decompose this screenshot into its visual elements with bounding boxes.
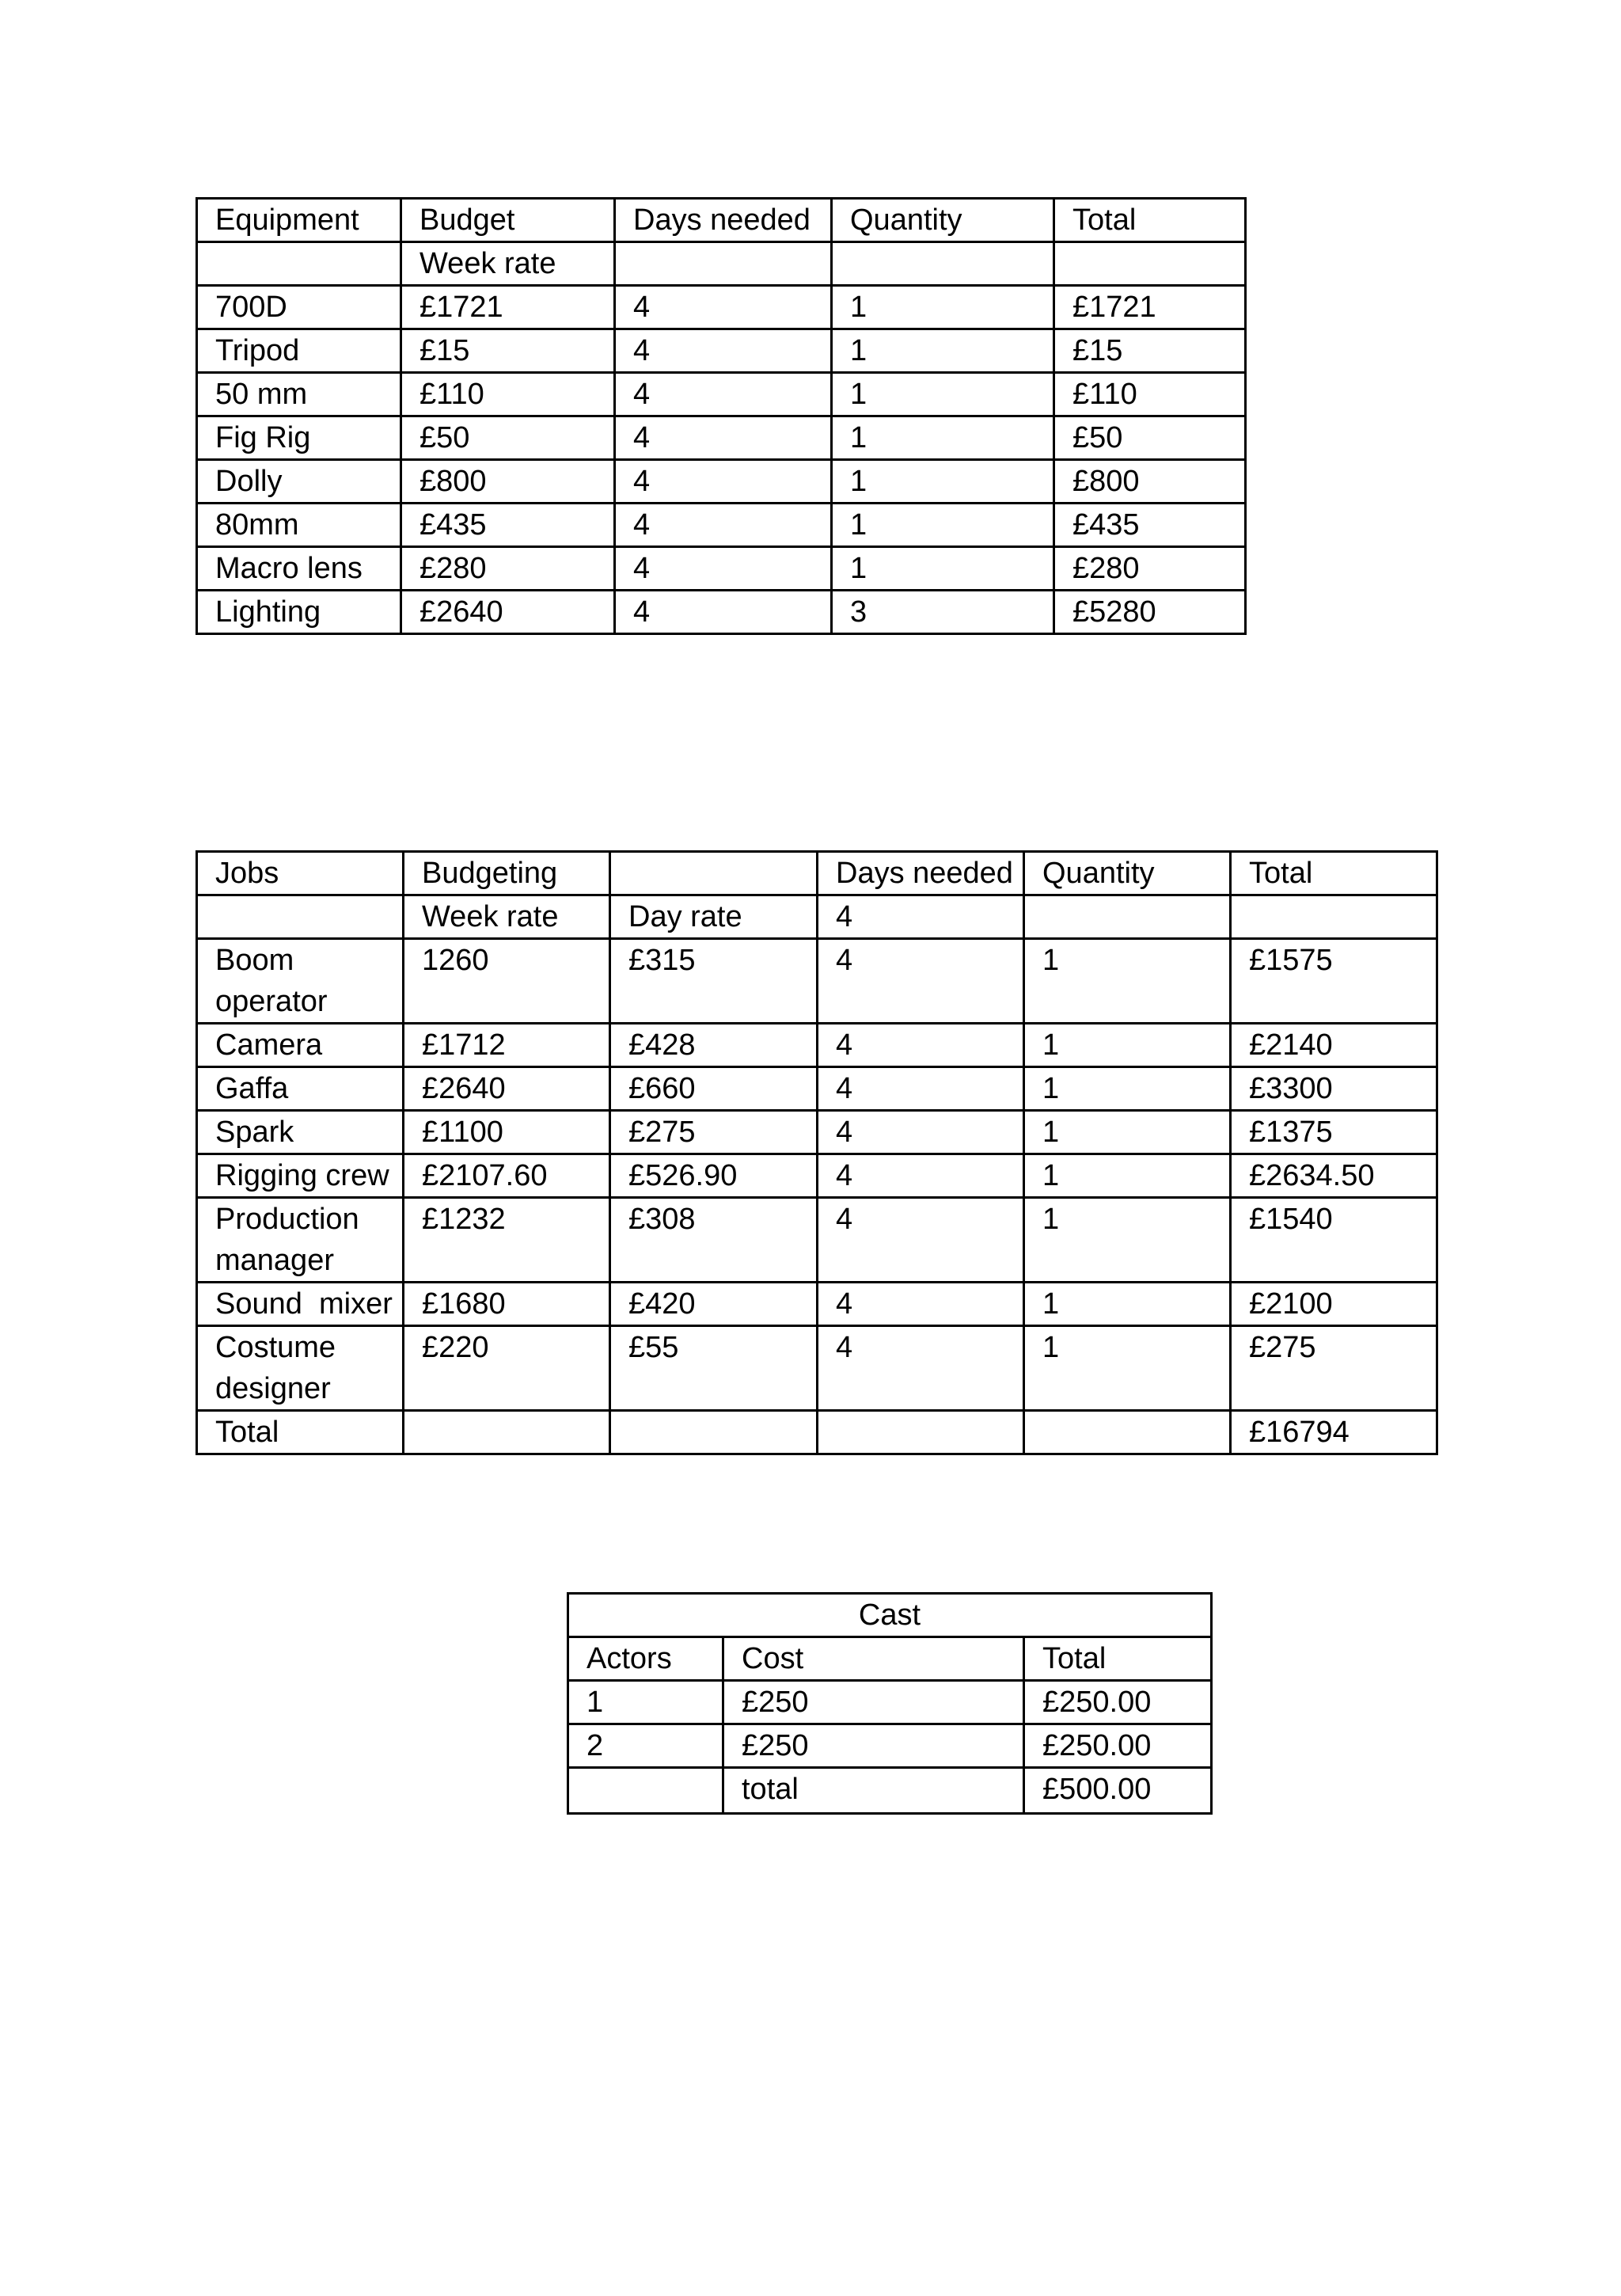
table-row: [197, 373, 1246, 416]
jobs-subheader-row: [197, 895, 1437, 939]
table-cell: 1: [832, 504, 1054, 547]
table-cell: £275: [610, 1111, 818, 1154]
table-row: [197, 1067, 1437, 1111]
jobs-header-row: [197, 852, 1437, 895]
table-cell: Week rate: [401, 242, 615, 286]
table-cell: £250: [723, 1681, 1024, 1724]
table-cell: 4: [615, 286, 832, 329]
cast-table: [567, 1592, 1213, 1815]
cast-total-row: [568, 1768, 1212, 1814]
table-cell: 4: [818, 1283, 1024, 1326]
jobs-total-row: [197, 1411, 1437, 1454]
table-cell: 1: [832, 286, 1054, 329]
cast-header-row: [568, 1637, 1212, 1681]
table-cell: 4: [615, 329, 832, 373]
table-cell: 4: [615, 460, 832, 504]
table-cell: 1: [1024, 1326, 1231, 1411]
table-cell: £308: [610, 1198, 818, 1283]
table-cell: Macro lens: [197, 547, 401, 591]
table-cell: 4: [818, 1067, 1024, 1111]
table-row: [197, 1154, 1437, 1198]
table-header-cell: Actors: [568, 1637, 723, 1681]
equipment-header-row: [197, 199, 1246, 242]
table-cell: £110: [401, 373, 615, 416]
table-cell: [818, 1411, 1024, 1454]
table-header-cell: Days needed: [615, 199, 832, 242]
table-row: [197, 286, 1246, 329]
table-cell: 3: [832, 591, 1054, 634]
table-cell: Day rate: [610, 895, 818, 939]
table-row: [197, 591, 1246, 634]
table-cell: Dolly: [197, 460, 401, 504]
table-cell: £1375: [1231, 1111, 1437, 1154]
table-cell: £1100: [404, 1111, 610, 1154]
table-cell: 4: [615, 373, 832, 416]
table-header-cell: [610, 852, 818, 895]
table-header-cell: Total: [1024, 1637, 1212, 1681]
table-cell: Rigging crew: [197, 1154, 404, 1198]
table-row: [197, 1111, 1437, 1154]
table-cell: 1: [832, 416, 1054, 460]
table-cell: £2640: [401, 591, 615, 634]
table-cell: [832, 242, 1054, 286]
table-cell: £420: [610, 1283, 818, 1326]
table-cell: [197, 895, 404, 939]
table-cell: £1680: [404, 1283, 610, 1326]
table-row: [197, 329, 1246, 373]
table-cell: 4: [818, 1154, 1024, 1198]
cast-title: Cast: [568, 1594, 1212, 1637]
table-cell: [197, 242, 401, 286]
table-header-cell: Quantity: [832, 199, 1054, 242]
table-cell: 50 mm: [197, 373, 401, 416]
table-cell: total: [723, 1768, 1024, 1814]
table-cell: 1: [568, 1681, 723, 1724]
table-cell: 4: [615, 547, 832, 591]
table-row: [197, 504, 1246, 547]
table-cell: 1: [832, 329, 1054, 373]
table-header-cell: Total: [1054, 199, 1246, 242]
table-cell: £800: [401, 460, 615, 504]
table-cell: £660: [610, 1067, 818, 1111]
table-cell: [610, 1411, 818, 1454]
table-cell: 1: [1024, 1111, 1231, 1154]
table-cell: [615, 242, 832, 286]
table-header-cell: Jobs: [197, 852, 404, 895]
table-row: [197, 1326, 1437, 1411]
table-cell: £220: [404, 1326, 610, 1411]
table-cell: 1: [1024, 1067, 1231, 1111]
table-cell: 1260: [404, 939, 610, 1024]
table-cell: 4: [615, 416, 832, 460]
table-cell: £3300: [1231, 1067, 1437, 1111]
table-cell: Sound mixer: [197, 1283, 404, 1326]
table-cell: Tripod: [197, 329, 401, 373]
table-cell: 1: [832, 373, 1054, 416]
table-cell: £2140: [1231, 1024, 1437, 1067]
table-cell: Spark: [197, 1111, 404, 1154]
table-cell: £435: [1054, 504, 1246, 547]
table-row: [568, 1724, 1212, 1768]
table-cell: Costume designer: [197, 1326, 404, 1411]
table-cell: 4: [818, 1326, 1024, 1411]
table-cell: £1721: [1054, 286, 1246, 329]
table-row: [197, 460, 1246, 504]
table-cell: 80mm: [197, 504, 401, 547]
table-cell: 1: [832, 460, 1054, 504]
table-cell: £55: [610, 1326, 818, 1411]
table-row: [197, 547, 1246, 591]
table-cell: £2100: [1231, 1283, 1437, 1326]
table-cell: £2640: [404, 1067, 610, 1111]
table-cell: £500.00: [1024, 1768, 1212, 1814]
table-cell: Gaffa: [197, 1067, 404, 1111]
table-cell: £280: [401, 547, 615, 591]
table-cell: £16794: [1231, 1411, 1437, 1454]
table-cell: £15: [1054, 329, 1246, 373]
table-cell: [1024, 1411, 1231, 1454]
table-cell: £428: [610, 1024, 818, 1067]
table-cell: 4: [615, 591, 832, 634]
table-cell: £1540: [1231, 1198, 1437, 1283]
table-cell: 1: [1024, 1198, 1231, 1283]
table-cell: £1232: [404, 1198, 610, 1283]
table-cell: 4: [818, 939, 1024, 1024]
table-cell: £275: [1231, 1326, 1437, 1411]
table-cell: 1: [1024, 1283, 1231, 1326]
table-row: [197, 416, 1246, 460]
table-cell: £250: [723, 1724, 1024, 1768]
table-header-cell: Cost: [723, 1637, 1024, 1681]
table-cell: Total: [197, 1411, 404, 1454]
table-cell: £2634.50: [1231, 1154, 1437, 1198]
table-header-cell: Equipment: [197, 199, 401, 242]
table-row: [568, 1681, 1212, 1724]
table-cell: [1024, 895, 1231, 939]
table-cell: 4: [818, 895, 1024, 939]
table-cell: £800: [1054, 460, 1246, 504]
table-cell: Fig Rig: [197, 416, 401, 460]
table-cell: £2107.60: [404, 1154, 610, 1198]
table-cell: £5280: [1054, 591, 1246, 634]
table-cell: 4: [818, 1198, 1024, 1283]
table-cell: £50: [401, 416, 615, 460]
table-cell: Production manager: [197, 1198, 404, 1283]
table-cell: [568, 1768, 723, 1814]
table-header-cell: Quantity: [1024, 852, 1231, 895]
table-header-cell: Budget: [401, 199, 615, 242]
table-row: [197, 1024, 1437, 1067]
table-cell: 4: [818, 1111, 1024, 1154]
table-row: [197, 1283, 1437, 1326]
table-cell: £50: [1054, 416, 1246, 460]
table-cell: [1231, 895, 1437, 939]
table-cell: £250.00: [1024, 1681, 1212, 1724]
table-cell: £1721: [401, 286, 615, 329]
table-cell: 700D: [197, 286, 401, 329]
table-cell: £1575: [1231, 939, 1437, 1024]
table-cell: 1: [1024, 1154, 1231, 1198]
table-cell: 1: [832, 547, 1054, 591]
jobs-table: [196, 850, 1438, 1455]
table-cell: £315: [610, 939, 818, 1024]
table-cell: £250.00: [1024, 1724, 1212, 1768]
equipment-subheader-row: [197, 242, 1246, 286]
table-cell: £110: [1054, 373, 1246, 416]
table-cell: 2: [568, 1724, 723, 1768]
table-cell: Lighting: [197, 591, 401, 634]
table-cell: [1054, 242, 1246, 286]
table-cell: £435: [401, 504, 615, 547]
table-header-cell: Budgeting: [404, 852, 610, 895]
table-header-cell: Total: [1231, 852, 1437, 895]
cast-title-row: [568, 1594, 1212, 1637]
table-cell: 1: [1024, 939, 1231, 1024]
table-cell: £526.90: [610, 1154, 818, 1198]
equipment-table: [196, 197, 1247, 635]
table-row: [197, 1198, 1437, 1283]
table-cell: Week rate: [404, 895, 610, 939]
table-cell: Boom operator: [197, 939, 404, 1024]
table-header-cell: Days needed: [818, 852, 1024, 895]
table-cell: [404, 1411, 610, 1454]
table-cell: 1: [1024, 1024, 1231, 1067]
table-row: [197, 939, 1437, 1024]
table-cell: £280: [1054, 547, 1246, 591]
table-cell: £1712: [404, 1024, 610, 1067]
table-cell: £15: [401, 329, 615, 373]
table-cell: Camera: [197, 1024, 404, 1067]
table-cell: 4: [615, 504, 832, 547]
table-cell: 4: [818, 1024, 1024, 1067]
